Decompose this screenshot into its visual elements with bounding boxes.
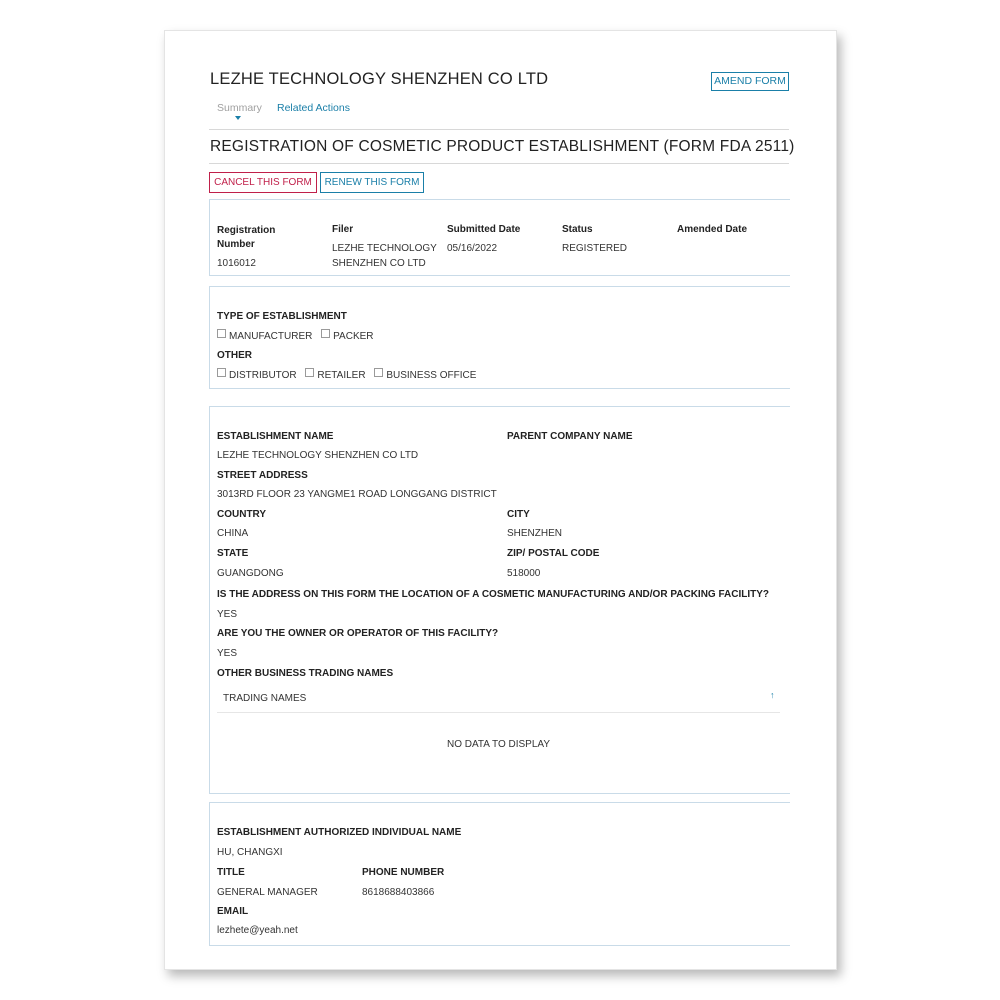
street-address-label: STREET ADDRESS	[217, 470, 308, 481]
option-retailer[interactable]	[305, 370, 365, 381]
checkbox-icon[interactable]	[321, 329, 330, 338]
cancel-form-button[interactable]: CANCEL THIS FORM	[209, 172, 317, 193]
status-value: REGISTERED	[562, 243, 628, 254]
checkbox-icon[interactable]	[217, 368, 226, 377]
establishment-details-panel	[209, 406, 790, 794]
zip-label: ZIP/ POSTAL CODE	[507, 548, 600, 559]
country-label: COUNTRY	[217, 509, 267, 520]
option-business-office[interactable]	[374, 370, 476, 381]
establishment-name-label: ESTABLISHMENT NAME	[217, 431, 334, 442]
filer-label: Filer	[332, 224, 354, 235]
phone-label: PHONE NUMBER	[362, 867, 445, 878]
option-packer[interactable]	[321, 331, 373, 342]
option-distributor[interactable]	[217, 370, 297, 381]
no-data-message: NO DATA TO DISPLAY	[447, 739, 550, 750]
checkbox-icon[interactable]	[374, 368, 383, 377]
table-header-divider	[217, 712, 780, 713]
amended-date-label: Amended Date	[677, 224, 748, 235]
form-title: REGISTRATION OF COSMETIC PRODUCT ESTABLISHMENT (FORM FDA 2511)	[210, 138, 795, 155]
establishment-name-value: LEZHE TECHNOLOGY SHENZHEN CO LTD	[217, 450, 419, 461]
submitted-date-label: Submitted Date	[447, 224, 521, 235]
title-value: GENERAL MANAGER	[217, 887, 318, 898]
company-title: LEZHE TECHNOLOGY SHENZHEN CO LTD	[210, 70, 549, 88]
divider	[209, 163, 789, 164]
tab-related-actions[interactable]: Related Actions	[277, 102, 350, 114]
other-options	[217, 368, 482, 381]
active-tab-caret-icon	[235, 116, 241, 120]
facility-location-question: IS THE ADDRESS ON THIS FORM THE LOCATION OF A COSMETIC MANUFACTURING AND/OR PACKING FACILITY?	[217, 589, 770, 600]
parent-company-label: PARENT COMPANY NAME	[507, 431, 633, 442]
type-options	[217, 329, 380, 342]
option-label: MANUFACTURER	[229, 331, 313, 342]
option-label: RETAILER	[317, 370, 366, 381]
trading-names-column-header[interactable]: TRADING NAMES	[223, 693, 307, 704]
submitted-date-value: 05/16/2022	[447, 243, 498, 254]
street-address-value: 3013RD FLOOR 23 YANGME1 ROAD LONGGANG DISTRICT	[217, 489, 497, 500]
facility-location-answer: YES	[217, 609, 238, 620]
divider	[209, 129, 789, 130]
email-value: lezhete@yeah.net	[217, 925, 298, 936]
checkbox-icon[interactable]	[217, 329, 226, 338]
city-value: SHENZHEN	[507, 528, 563, 539]
email-label: EMAIL	[217, 906, 249, 917]
renew-form-button[interactable]: RENEW THIS FORM	[320, 172, 424, 193]
tab-summary[interactable]: Summary	[217, 102, 262, 114]
owner-operator-question: ARE YOU THE OWNER OR OPERATOR OF THIS FACILITY?	[217, 628, 499, 639]
zip-value: 518000	[507, 568, 541, 579]
checkbox-icon[interactable]	[305, 368, 314, 377]
country-value: CHINA	[217, 528, 249, 539]
option-label: BUSINESS OFFICE	[386, 370, 477, 381]
amend-form-button[interactable]: AMEND FORM	[711, 72, 789, 91]
state-label: STATE	[217, 548, 249, 559]
title-label: TITLE	[217, 867, 245, 878]
option-label: PACKER	[333, 331, 374, 342]
option-label: DISTRIBUTOR	[229, 370, 297, 381]
filer-value-line2: SHENZHEN CO LTD	[332, 258, 426, 269]
sort-ascending-icon[interactable]: ↑	[770, 690, 775, 700]
type-of-establishment-label: TYPE OF ESTABLISHMENT	[217, 311, 347, 322]
phone-value: 8618688403866	[362, 887, 435, 898]
filer-value-line1: LEZHE TECHNOLOGY	[332, 243, 437, 254]
status-label: Status	[562, 224, 593, 235]
owner-operator-answer: YES	[217, 648, 238, 659]
other-label: OTHER	[217, 350, 252, 361]
state-value: GUANGDONG	[217, 568, 284, 579]
trading-names-label: OTHER BUSINESS TRADING NAMES	[217, 668, 394, 679]
registration-number-value: 1016012	[217, 258, 256, 269]
authorized-name-label: ESTABLISHMENT AUTHORIZED INDIVIDUAL NAME	[217, 827, 462, 838]
registration-number-label: Registration Number	[217, 225, 276, 250]
city-label: CITY	[507, 509, 530, 520]
option-manufacturer[interactable]	[217, 331, 312, 342]
authorized-name-value: HU, CHANGXI	[217, 847, 283, 858]
